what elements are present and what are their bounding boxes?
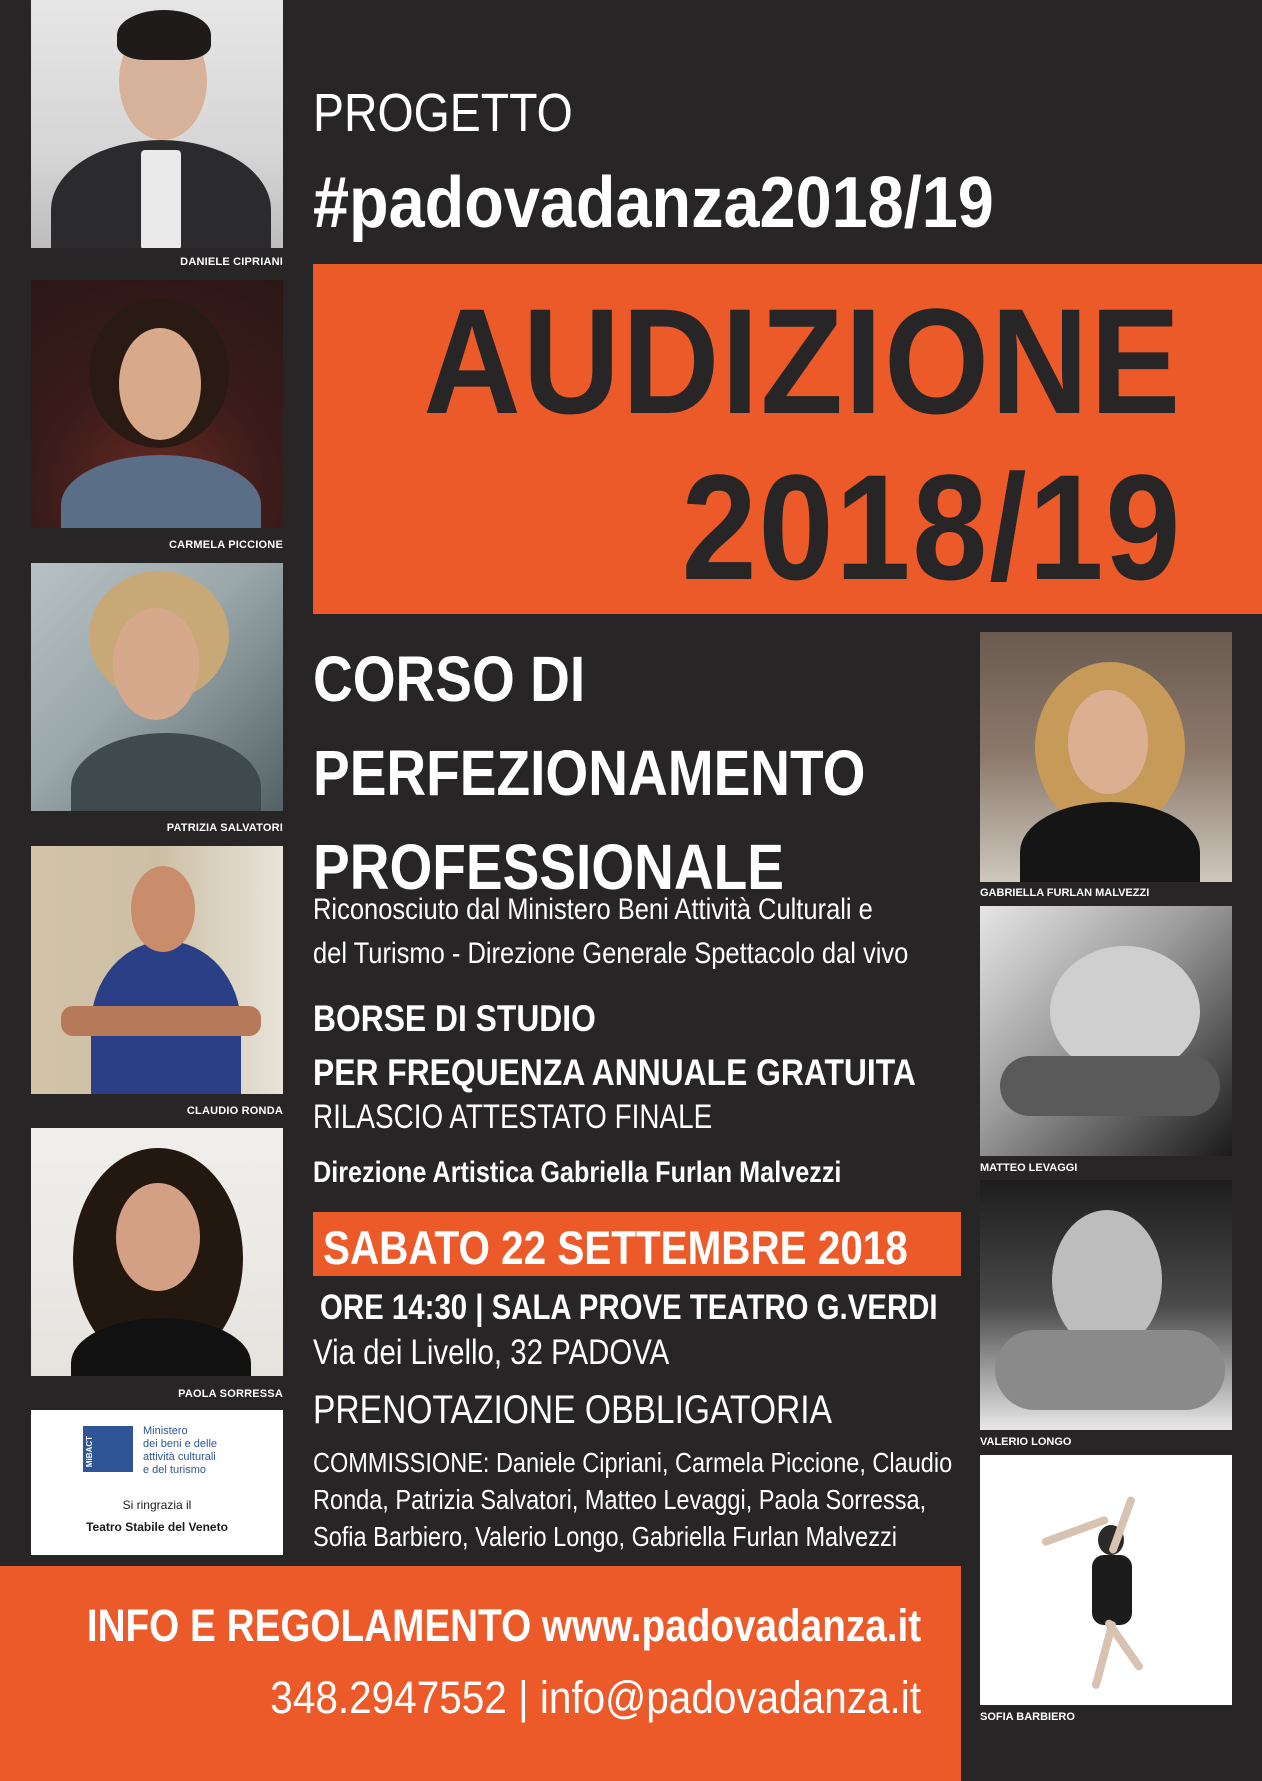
artistic-direction: Direzione Artistica Gabriella Furlan Malvezzi bbox=[313, 1156, 842, 1189]
caption-daniele-cipriani: DANIELE CIPRIANI bbox=[180, 256, 283, 268]
photo-gabriella-furlan-malvezzi bbox=[980, 632, 1232, 882]
info-label: INFO E REGOLAMENTO bbox=[86, 1600, 532, 1651]
project-label: PROGETTO bbox=[313, 83, 573, 143]
event-date: SABATO 22 SETTEMBRE 2018 bbox=[323, 1221, 908, 1274]
contact-line bbox=[270, 1672, 921, 1724]
event-date-banner bbox=[313, 1212, 961, 1276]
photo-carmela-piccione bbox=[31, 280, 283, 528]
event-time-place: ORE 14:30 | SALA PROVE TEATRO G.VERDI bbox=[320, 1288, 938, 1327]
website-link[interactable]: www.padovadanza.it bbox=[541, 1600, 921, 1651]
recognition-text: Riconosciuto dal Ministero Beni Attività Culturali e del Turismo - Direzione Generale Spettacolo dal vivo bbox=[313, 893, 909, 970]
photo-claudio-ronda bbox=[31, 846, 283, 1094]
course-title: CORSO DI PERFEZIONAMENTO PROFESSIONALE bbox=[313, 643, 866, 903]
photo-paola-sorressa bbox=[31, 1128, 283, 1376]
ministry-name: Ministero dei beni e delle attività culturali e del turismo bbox=[143, 1425, 218, 1476]
thanks-text: Si ringrazia il Teatro Stabile del Veneto bbox=[86, 1498, 228, 1534]
contact-separator: | bbox=[518, 1672, 529, 1723]
audition-year: 2018/19 bbox=[681, 443, 1182, 611]
photo-matteo-levaggi bbox=[980, 906, 1232, 1156]
caption-paola-sorressa: PAOLA SORRESSA bbox=[178, 1388, 283, 1400]
photo-patrizia-salvatori bbox=[31, 563, 283, 811]
certificate-text: RILASCIO ATTESTATO FINALE bbox=[313, 1098, 713, 1136]
photo-valerio-longo bbox=[980, 1180, 1232, 1430]
caption-patrizia-salvatori: PATRIZIA SALVATORI bbox=[166, 822, 283, 834]
audition-title: AUDIZIONE bbox=[423, 277, 1182, 445]
phone-number[interactable]: 348.2947552 bbox=[270, 1672, 507, 1723]
info-line bbox=[87, 1600, 921, 1652]
project-hashtag: #padovadanza2018/19 bbox=[313, 163, 994, 243]
caption-valerio-longo: VALERIO LONGO bbox=[980, 1436, 1072, 1448]
email-link[interactable]: info@padovadanza.it bbox=[539, 1672, 921, 1723]
caption-gabriella-furlan-malvezzi: GABRIELLA FURLAN MALVEZZI bbox=[980, 887, 1150, 899]
caption-sofia-barbiero: SOFIA BARBIERO bbox=[980, 1711, 1075, 1723]
audition-banner bbox=[313, 264, 1262, 614]
commission-list: COMMISSIONE: Daniele Cipriani, Carmela Piccione, Claudio Ronda, Patrizia Salvatori, Matteo Levaggi, Paola Sorressa, Sofia Barbiero, Valerio Longo, Gabriella Furlan Malvezzi bbox=[313, 1447, 953, 1552]
mibact-logo-letters: MiBACT bbox=[85, 1436, 94, 1468]
caption-claudio-ronda: CLAUDIO RONDA bbox=[186, 1105, 283, 1117]
photo-sofia-barbiero bbox=[980, 1455, 1232, 1705]
sponsor-logo-box bbox=[31, 1410, 283, 1555]
photo-daniele-cipriani bbox=[31, 0, 283, 248]
footer-info-banner bbox=[0, 1566, 961, 1781]
caption-carmela-piccione: CARMELA PICCIONE bbox=[168, 539, 283, 551]
event-address: Via dei Livello, 32 PADOVA bbox=[313, 1333, 670, 1372]
scholarships-text: BORSE DI STUDIO PER FREQUENZA ANNUALE GRATUITA bbox=[313, 998, 916, 1093]
booking-required: PRENOTAZIONE OBBLIGATORIA bbox=[313, 1388, 833, 1432]
caption-matteo-levaggi: MATTEO LEVAGGI bbox=[980, 1162, 1078, 1174]
